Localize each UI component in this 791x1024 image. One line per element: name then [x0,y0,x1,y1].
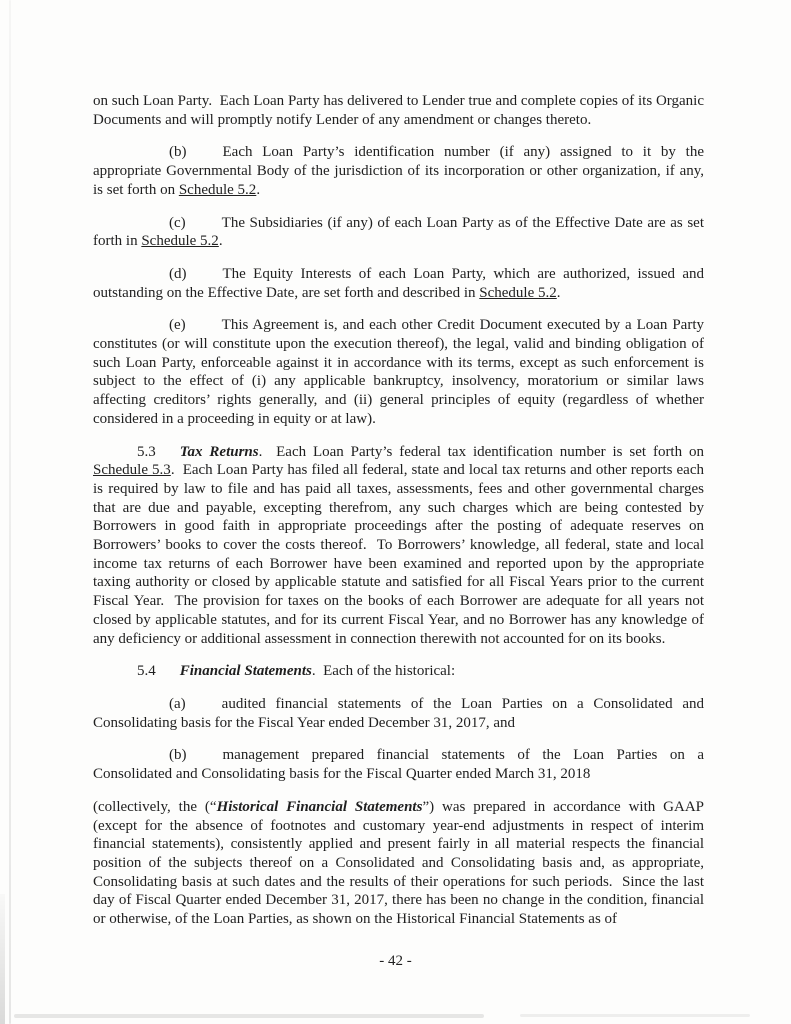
text-run: ”) was prepared in accordance with GAAP (except for the absence of footnotes and customary year-end adjustments in respect of interim financial statements), consistently applied and present fairly in all material respects the financial position of the subjects thereof on a Consolidated and Consolidating basis and, as appropriate, Consolidating basis at such dates and the results of their operations for such periods. Since the last day of Fiscal Quarter ended December 31, 2017, there has been no change in the condition, financial or otherwise, of the Loan Parties, as shown on the Historical Financial Statements as of [93,798,708,928]
section-title: Financial Statements [179,663,312,680]
section-number: 5.4 [137,663,156,680]
schedule-reference: Schedule 5.3 [93,462,171,479]
text-run: This Agreement is, and each other Credit Document executed by a Loan Party constitutes (or will constitute upon the execution thereof), the legal, valid and binding obligation of such Loan Party, enforceable against it in accordance with its terms, except as such enforcement is subject to the effect of (i) any applicable bankruptcy, insolvency, moratorium or similar laws affecting creditors’ rights generally, and (ii) general principles of equity (regardless of whether considered in a proceeding in equity or at law). [93,317,708,427]
text-run: (collectively, the (“ [93,798,217,815]
text-run: . Each Loan Party’s federal tax identification number is set forth on [258,443,708,460]
document-body [93,92,708,943]
item-label: (d) [169,265,187,282]
item-label: (b) [169,144,187,161]
item-label: (b) [169,747,187,764]
scan-edge-left [9,0,11,1024]
text-run: . [218,233,223,250]
defined-term: Historical Financial Statements [216,798,423,815]
schedule-reference: Schedule 5.2 [141,233,219,250]
scan-edge-bottom-2 [520,1014,750,1017]
text-run: management prepared financial statements of the Loan Parties on a Consolidated and Consolidating basis for the Fiscal Quarter ended March 31, 2018 [93,747,708,783]
text-run: on such Loan Party. Each Loan Party has delivered to Lender true and complete copies of its Organic Documents and will promptly notify Lender of any amendment or changes thereto. [93,93,708,128]
item-label: (c) [169,214,186,231]
para-collectively [93,798,708,929]
section-title: Tax Returns [179,443,259,460]
item-label: (a) [169,695,186,712]
text-run: . Each of the historical: [311,663,456,680]
para-section-5-3 [93,443,708,649]
para-item-b-financials [93,746,708,783]
para-item-e [93,316,708,428]
para-continuation [93,92,708,129]
schedule-reference: Schedule 5.2 [178,181,257,198]
text-run: The Equity Interests of each Loan Party, which are authorized, issued and outstanding on the Effective Date, are set forth and described in [93,265,708,301]
section-number: 5.3 [137,443,156,460]
para-section-5-4 [93,662,704,681]
text-run: audited financial statements of the Loan Parties on a Consolidated and Consolidating basis for the Fiscal Year ended December 31, 2017, and [93,695,708,731]
page-number: - 42 - [379,953,412,969]
para-item-b [93,143,708,199]
para-item-c [93,214,708,251]
text-run: . [556,284,561,301]
item-label: (e) [169,317,186,334]
schedule-reference: Schedule 5.2 [479,284,557,301]
text-run: . Each Loan Party has filed all federal, state and local tax returns and other reports each is required by law to file and has paid all taxes, assessments, fees and other governmental charges that are due and payable, excepting therefrom, any such charges which are being contested by Borrowers in good faith in appropriate proceedings after the posting of adequate reserves on Borrowers’ books to cover the costs thereof. To Borrowers’ knowledge, all federal, state and local income tax returns of each Borrower have been examined and reported upon by the appropriate taxing authority or closed by applicable statute and satisfied for all Fiscal Years prior to the current Fiscal Year. The provision for taxes on the books of each Borrower are adequate for all years not closed by applicable statutes, and for its current Fiscal Year, and no Borrower has any knowledge of any deficiency or additional assessment in connection therewith not accounted for on its books. [93,462,708,647]
para-item-d [93,265,708,302]
text-run: Each Loan Party’s identification number (if any) assigned to it by the appropriate Governmental Body of the jurisdiction of its incorporation or other organization, if any, is set forth on [93,144,708,198]
scan-edge-bottom [14,1014,484,1018]
para-item-a-financials [93,695,708,732]
text-run: . [256,181,261,198]
text-run: The Subsidiaries (if any) of each Loan Party as of the Effective Date are as set forth in [93,214,708,250]
